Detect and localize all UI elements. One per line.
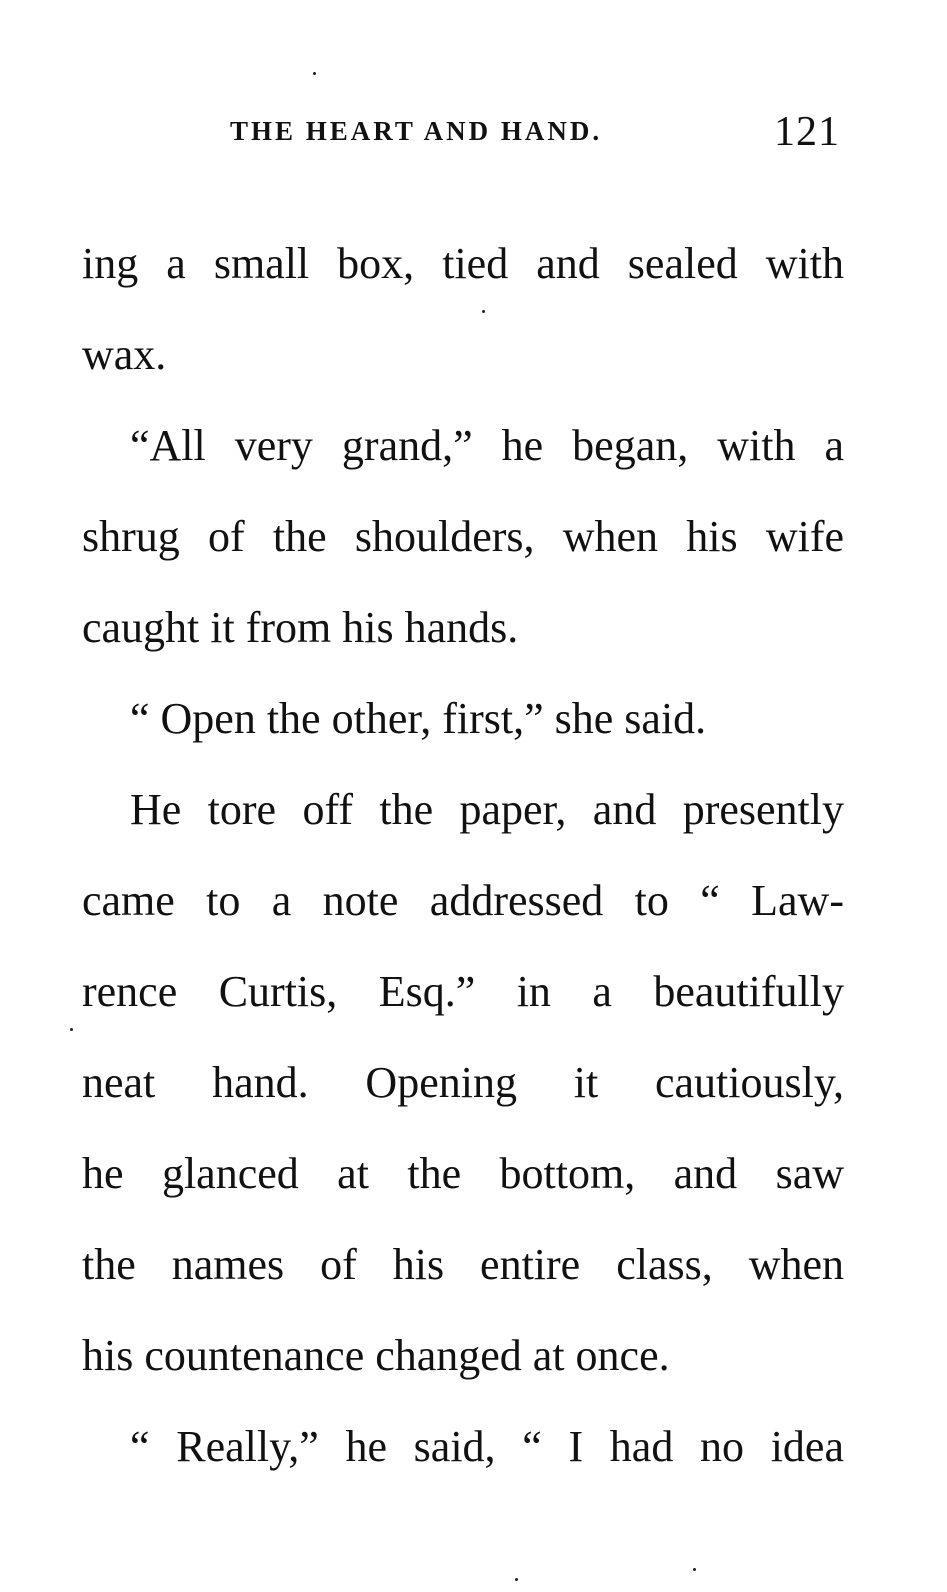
text-line: “ Open the other, first,” she said. [130, 694, 707, 743]
text-line: ing a small box, tied and sealed with [82, 239, 844, 288]
text-line: caught it from his hands. [82, 603, 519, 652]
text-line: came to a note addressed to “ Law- [82, 876, 844, 925]
print-speck [70, 1028, 73, 1031]
print-speck [482, 310, 485, 313]
page-header [230, 108, 848, 158]
running-title: THE HEART AND HAND. [230, 116, 603, 146]
text-line: “All very grand,” he began, with a [130, 421, 844, 470]
text-line: his countenance changed at once. [82, 1331, 670, 1380]
text-line: he glanced at the bottom, and saw [82, 1149, 844, 1198]
print-speck [515, 1578, 518, 1581]
text-line: “ Really,” he said, “ I had no idea [130, 1422, 844, 1471]
print-speck [313, 72, 316, 75]
text-line: neat hand. Opening it cautiously, [82, 1058, 844, 1107]
body-text [82, 228, 844, 1502]
page-number: 121 [774, 109, 840, 155]
text-line: the names of his entire class, when [82, 1240, 844, 1289]
text-line: He tore off the paper, and presently [130, 785, 844, 834]
text-line: shrug of the shoulders, when his wife [82, 512, 844, 561]
text-line: wax. [82, 330, 167, 379]
print-speck [693, 1568, 696, 1571]
text-line: rence Curtis, Esq.” in a beautifully [82, 967, 844, 1016]
